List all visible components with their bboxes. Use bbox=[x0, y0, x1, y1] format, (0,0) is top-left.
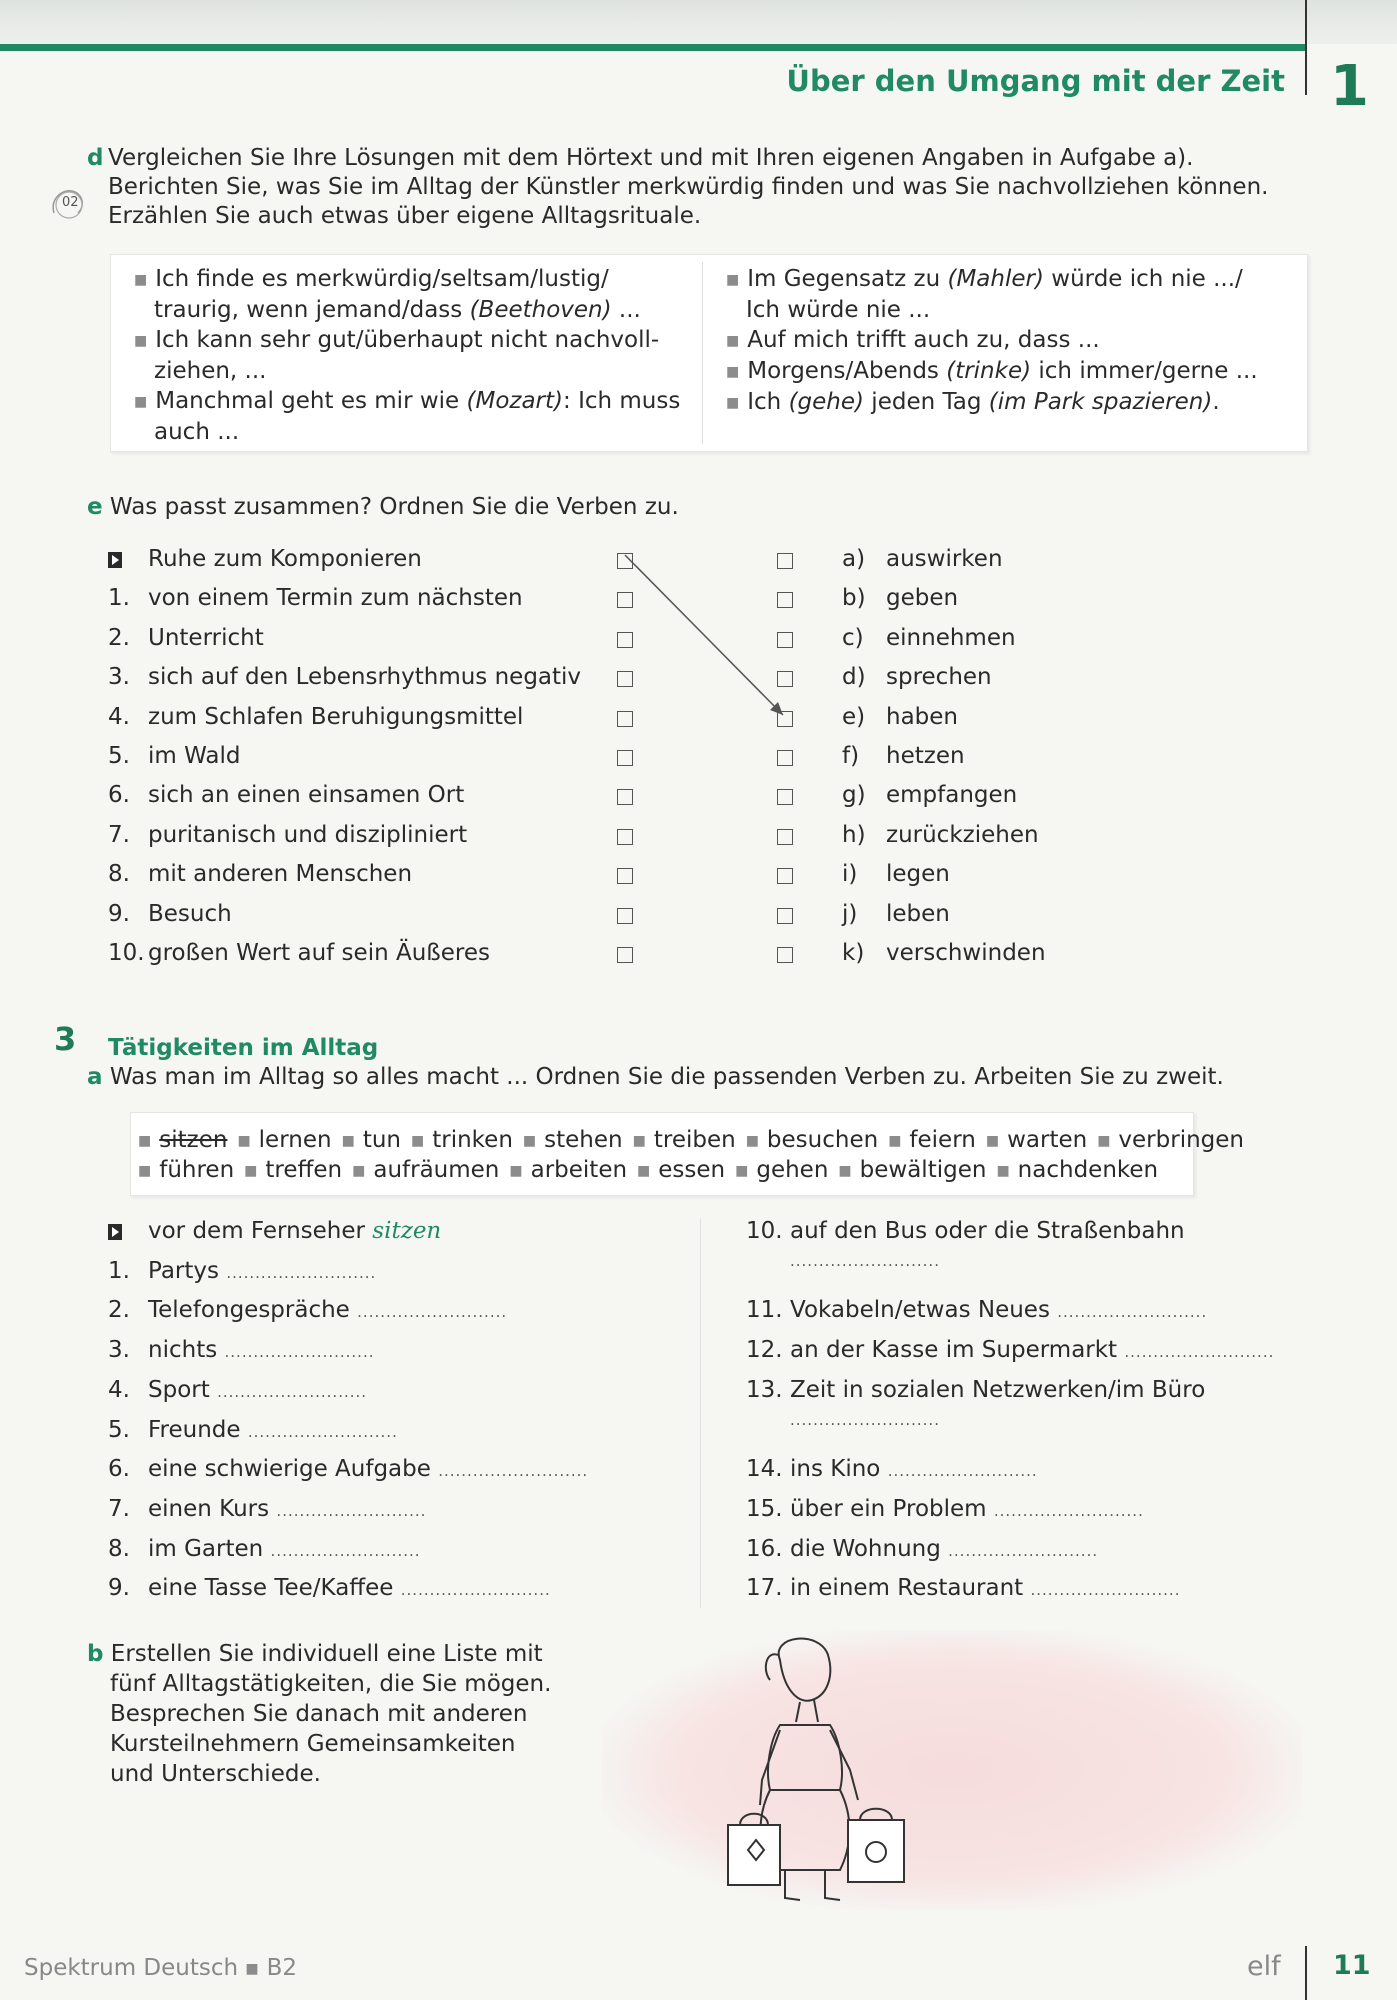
item-letter: i) bbox=[842, 861, 858, 888]
item-text: in einem Restaurant bbox=[790, 1575, 1024, 1602]
task-3a-left-item bbox=[108, 1375, 367, 1407]
match-checkbox-left[interactable] bbox=[617, 868, 633, 884]
item-text: zum Schlafen Beruhigungsmittel bbox=[148, 703, 524, 730]
footer-page-number: 11 bbox=[1333, 1950, 1371, 1981]
task-e-right-item bbox=[842, 544, 1003, 574]
task-3a-left-item bbox=[108, 1216, 441, 1246]
woman-shopping-illustration bbox=[700, 1630, 920, 1910]
item-text: ins Kino bbox=[790, 1456, 881, 1483]
item-number: 5. bbox=[108, 1416, 130, 1443]
task-3a-left-item bbox=[108, 1494, 426, 1526]
task-e-right-item bbox=[842, 702, 958, 732]
bullet-icon: ■ bbox=[411, 1133, 425, 1149]
audio-track-number: 02 bbox=[62, 195, 79, 210]
phrase-right: ■ Im Gegensatz zu (Mahler) würde ich nie .../ Ich würde nie ... ■ Auf mich trifft auch zu, dass ... ■ Morgens/Abends (trinke) ich immer/gerne ... ■ Ich (gehe) jeden Tag (im Park spazieren). bbox=[726, 266, 1258, 415]
verb-chip: führen bbox=[159, 1157, 235, 1183]
item-number: 4. bbox=[108, 1376, 130, 1403]
bullet-icon: ■ bbox=[838, 1163, 852, 1179]
task-e-left-item bbox=[108, 859, 412, 889]
verb-chip: treffen bbox=[265, 1157, 343, 1183]
item-number: 3. bbox=[108, 1337, 130, 1364]
match-checkbox-left[interactable] bbox=[617, 947, 633, 963]
answer-blank[interactable]: .......................... bbox=[217, 1382, 368, 1401]
verb-chip: besuchen bbox=[766, 1127, 879, 1153]
item-verb: verschwinden bbox=[886, 940, 1046, 966]
match-checkbox-right[interactable] bbox=[777, 750, 793, 766]
item-verb: sprechen bbox=[886, 664, 992, 691]
verb-chip: stehen bbox=[544, 1127, 623, 1153]
item-verb: zurückziehen bbox=[886, 821, 1039, 848]
verb-chip: warten bbox=[1007, 1127, 1088, 1153]
item-text: von einem Termin zum nächsten bbox=[148, 585, 523, 612]
item-text: sich an einen einsamen Ort bbox=[148, 782, 465, 809]
phrase-left-1: ■ Ich finde es merkwürdig/seltsam/lustig/ traurig, wenn jemand/dass (Beethoven) ... ■ Ich kann sehr gut/überhaupt nicht nachvoll- ziehen, ... ■ Manchmal geht es mir wie (Mozart): Ich muss auch ... bbox=[134, 266, 681, 445]
item-number: 13. bbox=[746, 1376, 783, 1403]
task-e-left-item bbox=[108, 623, 264, 653]
chapter-number: 1 bbox=[1330, 54, 1369, 119]
item-letter: k) bbox=[842, 940, 865, 966]
item-number: 7. bbox=[108, 1495, 130, 1522]
task-3a-left-item bbox=[108, 1534, 421, 1566]
chapter-title: Über den Umgang mit der Zeit bbox=[786, 64, 1285, 98]
audio-track-icon bbox=[48, 183, 90, 225]
header-band bbox=[0, 0, 1397, 44]
item-verb: einnehmen bbox=[886, 624, 1016, 651]
match-checkbox-right[interactable] bbox=[777, 908, 793, 924]
item-verb: legen bbox=[886, 861, 950, 888]
task-3a-right-item bbox=[746, 1494, 1144, 1526]
match-checkbox-right[interactable] bbox=[777, 829, 793, 845]
item-text: nichts bbox=[148, 1337, 218, 1364]
column-divider bbox=[700, 1218, 701, 1608]
task-3a-right-item bbox=[746, 1216, 1185, 1276]
verb-chip: tun bbox=[362, 1127, 401, 1153]
header-rule bbox=[0, 44, 1305, 51]
match-checkbox-left[interactable] bbox=[617, 750, 633, 766]
section-3-title: Tätigkeiten im Alltag bbox=[108, 1035, 379, 1061]
bullet-icon: ■ bbox=[341, 1133, 355, 1149]
task-e-left-item bbox=[108, 780, 464, 810]
task-e-left-item bbox=[108, 583, 523, 613]
item-text: Telefongespräche bbox=[148, 1297, 350, 1324]
task-e-right-item bbox=[842, 623, 1016, 653]
answer-blank[interactable]: .......................... bbox=[247, 1422, 398, 1441]
item-verb: hetzen bbox=[886, 743, 965, 769]
item-text: Partys bbox=[148, 1257, 219, 1284]
item-number: 12. bbox=[746, 1337, 783, 1364]
item-number: 8. bbox=[108, 1535, 130, 1562]
item-text: an der Kasse im Supermarkt bbox=[790, 1337, 1118, 1364]
footer-page-word: elf bbox=[1247, 1951, 1281, 1982]
answer-blank[interactable]: .......................... bbox=[887, 1462, 1038, 1481]
task-3a-right-item bbox=[746, 1573, 1180, 1605]
item-verb: auswirken bbox=[886, 546, 1003, 572]
item-number: 11. bbox=[746, 1297, 783, 1324]
task-e-left-item bbox=[108, 544, 422, 574]
verb-row-2 bbox=[138, 1155, 1168, 1186]
bullet-icon: ■ bbox=[632, 1133, 646, 1149]
verb-chip: feiern bbox=[909, 1127, 976, 1153]
answer-blank[interactable]: .......................... bbox=[1057, 1303, 1208, 1322]
task-e-left-item bbox=[108, 938, 490, 968]
answer-blank[interactable]: .......................... bbox=[1030, 1581, 1181, 1600]
verb-chip: verbringen bbox=[1118, 1127, 1244, 1153]
bullet-icon: ■ bbox=[138, 1133, 152, 1149]
item-number: 5. bbox=[108, 743, 130, 769]
example-marker-icon bbox=[108, 1224, 122, 1240]
bullet-icon: ■ bbox=[735, 1163, 749, 1179]
item-text: auf den Bus oder die Straßenbahn bbox=[790, 1218, 1185, 1244]
match-checkbox-left[interactable] bbox=[617, 908, 633, 924]
bullet-icon: ■ bbox=[745, 1133, 759, 1149]
task-3a-left-item bbox=[108, 1256, 376, 1288]
answer-blank[interactable]: .......................... bbox=[1124, 1343, 1275, 1362]
task-e-left-item bbox=[108, 662, 581, 692]
item-text: im Garten bbox=[148, 1535, 264, 1562]
answer-blank[interactable]: .......................... bbox=[790, 1410, 940, 1429]
verb-chip: arbeiten bbox=[530, 1157, 628, 1183]
item-letter: b) bbox=[842, 585, 866, 612]
verb-chip: gehen bbox=[756, 1157, 829, 1183]
task-e-right-item bbox=[842, 820, 1039, 850]
task-e-right-item bbox=[842, 583, 958, 613]
match-checkbox-left[interactable] bbox=[617, 789, 633, 805]
answer-blank[interactable]: .......................... bbox=[438, 1462, 589, 1481]
task-3a-left-item bbox=[108, 1573, 551, 1605]
item-text: über ein Problem bbox=[790, 1495, 987, 1522]
task-e-right-item bbox=[842, 938, 1046, 968]
verb-chip: lernen bbox=[258, 1127, 332, 1153]
item-text: großen Wert auf sein Äußeres bbox=[148, 940, 491, 966]
answer-blank[interactable]: .......................... bbox=[993, 1501, 1144, 1520]
item-text: Besuch bbox=[148, 900, 232, 927]
item-verb: haben bbox=[886, 703, 958, 730]
item-text: Freunde bbox=[148, 1416, 241, 1443]
bullet-icon: ■ bbox=[244, 1163, 258, 1179]
item-text: vor dem Fernseher bbox=[148, 1218, 365, 1244]
item-text: Sport bbox=[148, 1376, 210, 1403]
task-e-right-item bbox=[842, 662, 992, 692]
item-letter: e) bbox=[842, 703, 866, 730]
verb-row-1 bbox=[138, 1125, 1254, 1156]
item-text: Zeit in sozialen Netzwerken/im Büro bbox=[790, 1376, 1206, 1403]
task-3b: b Erstellen Sie individuell eine Liste mit fünf Alltagstätigkeiten, die Sie mögen. Besprechen Sie danach mit anderen Kursteilnehmern Gemeinsamkeiten und Unterschiede. bbox=[87, 1641, 552, 1787]
verb-chip: bewältigen bbox=[859, 1157, 987, 1183]
item-number: 8. bbox=[108, 861, 130, 888]
task-3a-right-item bbox=[746, 1534, 1098, 1566]
match-checkbox-right[interactable] bbox=[777, 947, 793, 963]
item-number: 2. bbox=[108, 624, 130, 651]
bullet-icon: ■ bbox=[985, 1133, 1000, 1149]
verb-chip: aufräumen bbox=[373, 1157, 500, 1183]
task-e-left-item bbox=[108, 899, 232, 929]
item-letter: f) bbox=[842, 743, 860, 769]
bullet-icon: ■ bbox=[888, 1133, 902, 1149]
item-number: 15. bbox=[746, 1495, 783, 1522]
example-marker-icon bbox=[108, 552, 122, 568]
item-number: 3. bbox=[108, 664, 130, 691]
phrase-box-divider bbox=[702, 262, 703, 444]
verb-chip: essen bbox=[658, 1157, 726, 1183]
verb-chip: sitzen bbox=[159, 1127, 228, 1153]
verb-chip: nachdenken bbox=[1017, 1157, 1159, 1183]
item-letter: c) bbox=[842, 624, 864, 651]
handwritten-answer: sitzen bbox=[372, 1218, 442, 1244]
item-text: Unterricht bbox=[148, 624, 264, 651]
answer-blank[interactable]: .......................... bbox=[790, 1252, 940, 1270]
answer-blank[interactable]: .......................... bbox=[270, 1541, 421, 1560]
answer-blank[interactable]: .......................... bbox=[400, 1581, 551, 1600]
section-3-number: 3 bbox=[54, 1020, 77, 1058]
item-number: 4. bbox=[108, 703, 130, 730]
item-number: 16. bbox=[746, 1535, 783, 1562]
bullet-icon: ■ bbox=[1097, 1133, 1111, 1149]
bullet-icon: ■ bbox=[522, 1133, 537, 1149]
item-number: 1. bbox=[108, 585, 130, 612]
answer-blank[interactable]: .......................... bbox=[276, 1501, 427, 1520]
task-e-right-item bbox=[842, 780, 1017, 810]
task-e-heading: e Was passt zusammen? Ordnen Sie die Verben zu. bbox=[87, 494, 679, 520]
item-text: im Wald bbox=[148, 743, 241, 769]
answer-blank[interactable]: .......................... bbox=[357, 1303, 508, 1322]
item-verb: leben bbox=[886, 900, 950, 927]
item-text: Ruhe zum Komponieren bbox=[148, 546, 422, 572]
task-3a-right-item bbox=[746, 1454, 1038, 1486]
item-text: Vokabeln/etwas Neues bbox=[790, 1297, 1050, 1324]
item-verb: empfangen bbox=[886, 782, 1018, 809]
bullet-icon: ■ bbox=[352, 1163, 366, 1179]
item-letter: a) bbox=[842, 546, 866, 572]
item-number: 1. bbox=[108, 1257, 130, 1284]
bullet-icon: ■ bbox=[509, 1163, 523, 1179]
item-number: 9. bbox=[108, 900, 130, 927]
item-number: 10. bbox=[108, 940, 145, 966]
item-text: sich auf den Lebensrhythmus negativ bbox=[148, 664, 582, 691]
answer-blank[interactable]: .......................... bbox=[948, 1541, 1099, 1560]
item-number: 14. bbox=[746, 1456, 783, 1483]
answer-blank[interactable]: .......................... bbox=[226, 1263, 377, 1282]
task-3a-right-item bbox=[746, 1375, 1205, 1435]
item-text: die Wohnung bbox=[790, 1535, 941, 1562]
task-d-line-3: Erzählen Sie auch etwas über eigene Alltagsrituale. bbox=[108, 203, 702, 229]
task-3a-right-item bbox=[746, 1335, 1274, 1367]
task-e-right-item bbox=[842, 741, 965, 771]
item-number: 17. bbox=[746, 1575, 783, 1602]
item-number: 7. bbox=[108, 821, 130, 848]
task-d-line-1: Vergleichen Sie Ihre Lösungen mit dem Hörtext und mit Ihren eigenen Angaben in Aufgabe a). bbox=[108, 145, 1194, 171]
item-letter: g) bbox=[842, 782, 866, 809]
task-d-line-2: Berichten Sie, was Sie im Alltag der Künstler merkwürdig finden und was Sie nachvollziehen können. bbox=[108, 174, 1269, 200]
item-number: 2. bbox=[108, 1297, 130, 1324]
footer-divider bbox=[1305, 1946, 1307, 2000]
task-d-letter: d bbox=[87, 145, 104, 171]
bullet-icon: ■ bbox=[637, 1163, 651, 1179]
task-e-right-item bbox=[842, 899, 950, 929]
chapter-divider bbox=[1305, 0, 1307, 95]
item-text: eine Tasse Tee/Kaffee bbox=[148, 1575, 394, 1602]
task-3a-left-item bbox=[108, 1415, 398, 1447]
task-e-left-item bbox=[108, 741, 240, 771]
task-e-right-item bbox=[842, 859, 950, 889]
match-checkbox-right[interactable] bbox=[777, 868, 793, 884]
bullet-icon: ■ bbox=[138, 1163, 152, 1179]
task-3a-left-item bbox=[108, 1454, 588, 1486]
task-e-left-item bbox=[108, 820, 467, 850]
task-3a-right-item bbox=[746, 1295, 1207, 1327]
bullet-icon: ■ bbox=[237, 1133, 251, 1149]
task-e-left-item bbox=[108, 702, 523, 732]
item-letter: d) bbox=[842, 664, 866, 691]
item-number: 6. bbox=[108, 1456, 130, 1483]
item-text: eine schwierige Aufgabe bbox=[148, 1456, 431, 1483]
task-3a-left-item bbox=[108, 1335, 375, 1367]
item-text: einen Kurs bbox=[148, 1495, 270, 1522]
match-checkbox-right[interactable] bbox=[777, 789, 793, 805]
verb-chip: treiben bbox=[653, 1127, 736, 1153]
item-number: 6. bbox=[108, 782, 130, 809]
bullet-icon: ■ bbox=[996, 1163, 1010, 1179]
item-letter: h) bbox=[842, 821, 866, 848]
example-match-arrow bbox=[600, 540, 800, 740]
task-3a-left-item bbox=[108, 1295, 507, 1327]
item-letter: j) bbox=[842, 900, 858, 927]
item-text: mit anderen Menschen bbox=[148, 861, 413, 888]
task-3a-heading: a Was man im Alltag so alles macht ... Ordnen Sie die passenden Verben zu. Arbeiten Sie zu zweit. bbox=[87, 1064, 1224, 1090]
answer-blank[interactable]: .......................... bbox=[224, 1343, 375, 1362]
footer-book: Spektrum Deutsch ■ B2 bbox=[24, 1955, 298, 1981]
item-verb: geben bbox=[886, 585, 959, 612]
verb-chip: trinken bbox=[432, 1127, 513, 1153]
item-number: 9. bbox=[108, 1575, 130, 1602]
item-number: 10. bbox=[746, 1218, 783, 1244]
item-text: puritanisch und diszipliniert bbox=[148, 821, 468, 848]
match-checkbox-left[interactable] bbox=[617, 829, 633, 845]
